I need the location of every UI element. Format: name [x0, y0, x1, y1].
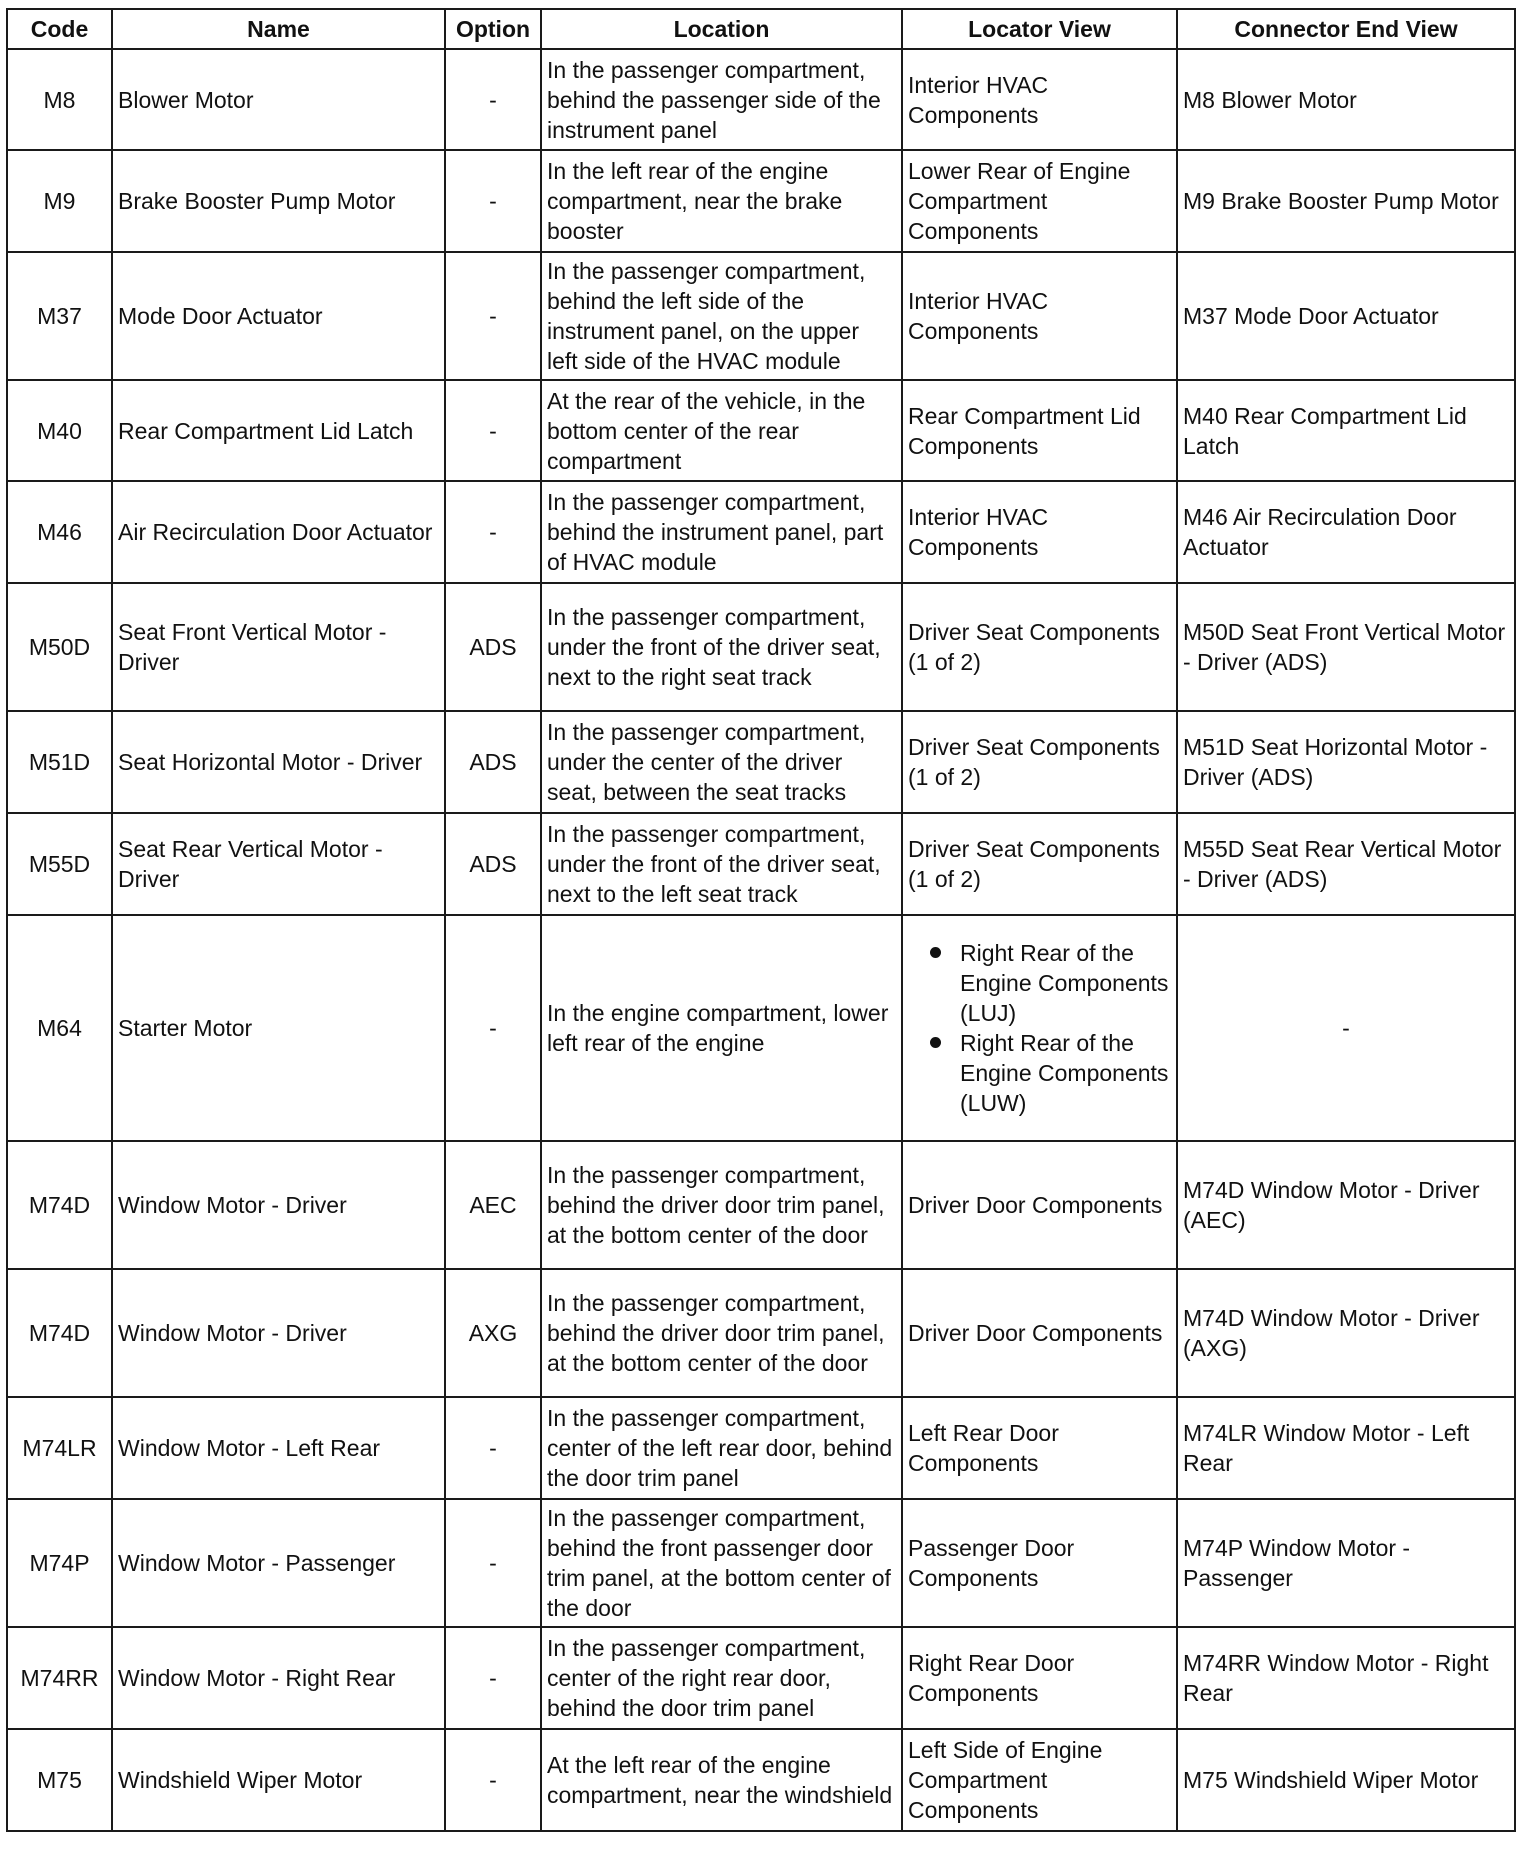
- table-row: [7, 711, 1515, 813]
- connector-end-view-cell: M46 Air Recirculation Door Actuator: [1177, 481, 1515, 583]
- code-cell: M37: [7, 252, 112, 380]
- code-cell: M51D: [7, 711, 112, 813]
- option-cell: ADS: [445, 813, 541, 915]
- name-cell: Window Motor - Left Rear: [112, 1397, 445, 1499]
- locator-view-cell: Interior HVAC Components: [902, 49, 1177, 150]
- locator-view-cell: Right Rear Door Components: [902, 1627, 1177, 1729]
- location-cell: In the passenger compartment, behind the front passenger door trim panel, at the bottom center of the door: [541, 1499, 902, 1627]
- table-row: [7, 915, 1515, 1141]
- option-cell: -: [445, 915, 541, 1141]
- name-cell: Window Motor - Driver: [112, 1269, 445, 1397]
- table-row: [7, 813, 1515, 915]
- locator-view-cell: Driver Door Components: [902, 1269, 1177, 1397]
- location-cell: In the passenger compartment, center of the left rear door, behind the door trim panel: [541, 1397, 902, 1499]
- code-cell: M8: [7, 49, 112, 150]
- name-cell: Brake Booster Pump Motor: [112, 150, 445, 252]
- name-cell: Window Motor - Passenger: [112, 1499, 445, 1627]
- header-row: [7, 9, 1515, 49]
- header-option: Option: [445, 9, 541, 49]
- table-row: [7, 49, 1515, 150]
- location-cell: In the passenger compartment, under the front of the driver seat, next to the right seat track: [541, 583, 902, 711]
- location-cell: In the passenger compartment, behind the passenger side of the instrument panel: [541, 49, 902, 150]
- locator-view-cell: Driver Seat Components (1 of 2): [902, 813, 1177, 915]
- connector-end-view-cell: M75 Windshield Wiper Motor: [1177, 1729, 1515, 1831]
- code-cell: M74P: [7, 1499, 112, 1627]
- option-cell: AXG: [445, 1269, 541, 1397]
- location-cell: At the left rear of the engine compartment, near the windshield: [541, 1729, 902, 1831]
- code-cell: M40: [7, 380, 112, 481]
- location-cell: In the engine compartment, lower left rear of the engine: [541, 915, 902, 1141]
- option-cell: -: [445, 1627, 541, 1729]
- code-cell: M50D: [7, 583, 112, 711]
- location-cell: In the passenger compartment, behind the left side of the instrument panel, on the upper left side of the HVAC module: [541, 252, 902, 380]
- name-cell: Starter Motor: [112, 915, 445, 1141]
- header-code: Code: [7, 9, 112, 49]
- connector-end-view-cell: M74P Window Motor - Passenger: [1177, 1499, 1515, 1627]
- locator-view-cell: Rear Compartment Lid Components: [902, 380, 1177, 481]
- header-locator-view: Locator View: [902, 9, 1177, 49]
- location-cell: In the passenger compartment, behind the instrument panel, part of HVAC module: [541, 481, 902, 583]
- connector-end-view-cell: M74D Window Motor - Driver (AXG): [1177, 1269, 1515, 1397]
- table-row: [7, 1397, 1515, 1499]
- locator-view-cell: Lower Rear of Engine Compartment Components: [902, 150, 1177, 252]
- table-row: [7, 380, 1515, 481]
- table-row: [7, 1269, 1515, 1397]
- option-cell: -: [445, 481, 541, 583]
- table-row: [7, 150, 1515, 252]
- connector-end-view-cell: M9 Brake Booster Pump Motor: [1177, 150, 1515, 252]
- option-cell: AEC: [445, 1141, 541, 1269]
- option-cell: -: [445, 252, 541, 380]
- component-locator-table: [6, 8, 1516, 1832]
- locator-view-cell: Driver Seat Components (1 of 2): [902, 583, 1177, 711]
- name-cell: Rear Compartment Lid Latch: [112, 380, 445, 481]
- connector-end-view-cell: M8 Blower Motor: [1177, 49, 1515, 150]
- location-cell: In the passenger compartment, under the center of the driver seat, between the seat tracks: [541, 711, 902, 813]
- table-row: [7, 1499, 1515, 1627]
- connector-end-view-cell: -: [1177, 915, 1515, 1141]
- code-cell: M75: [7, 1729, 112, 1831]
- option-cell: -: [445, 1499, 541, 1627]
- table-row: [7, 252, 1515, 380]
- header-connector-end-view: Connector End View: [1177, 9, 1515, 49]
- locator-view-cell: [902, 915, 1177, 1141]
- option-cell: -: [445, 380, 541, 481]
- locator-view-cell: Interior HVAC Components: [902, 481, 1177, 583]
- location-cell: In the passenger compartment, center of the right rear door, behind the door trim panel: [541, 1627, 902, 1729]
- code-cell: M74LR: [7, 1397, 112, 1499]
- table-body: [7, 49, 1515, 1831]
- option-cell: -: [445, 150, 541, 252]
- table-row: [7, 583, 1515, 711]
- connector-end-view-cell: M74LR Window Motor - Left Rear: [1177, 1397, 1515, 1499]
- locator-view-cell: Driver Seat Components (1 of 2): [902, 711, 1177, 813]
- location-cell: In the left rear of the engine compartment, near the brake booster: [541, 150, 902, 252]
- table-row: [7, 1627, 1515, 1729]
- code-cell: M64: [7, 915, 112, 1141]
- name-cell: Seat Horizontal Motor - Driver: [112, 711, 445, 813]
- name-cell: Windshield Wiper Motor: [112, 1729, 445, 1831]
- name-cell: Seat Front Vertical Motor - Driver: [112, 583, 445, 711]
- location-cell: In the passenger compartment, behind the driver door trim panel, at the bottom center of the door: [541, 1269, 902, 1397]
- connector-end-view-cell: M40 Rear Compartment Lid Latch: [1177, 380, 1515, 481]
- name-cell: Air Recirculation Door Actuator: [112, 481, 445, 583]
- location-cell: In the passenger compartment, behind the driver door trim panel, at the bottom center of the door: [541, 1141, 902, 1269]
- locator-view-cell: Passenger Door Components: [902, 1499, 1177, 1627]
- code-cell: M74RR: [7, 1627, 112, 1729]
- name-cell: Window Motor - Driver: [112, 1141, 445, 1269]
- table-row: [7, 481, 1515, 583]
- option-cell: -: [445, 1397, 541, 1499]
- code-cell: M46: [7, 481, 112, 583]
- table-row: [7, 1141, 1515, 1269]
- code-cell: M9: [7, 150, 112, 252]
- location-cell: At the rear of the vehicle, in the bottom center of the rear compartment: [541, 380, 902, 481]
- connector-end-view-cell: M74RR Window Motor - Right Rear: [1177, 1627, 1515, 1729]
- connector-end-view-cell: M37 Mode Door Actuator: [1177, 252, 1515, 380]
- locator-view-list: [908, 938, 1171, 1118]
- code-cell: M74D: [7, 1269, 112, 1397]
- code-cell: M74D: [7, 1141, 112, 1269]
- option-cell: -: [445, 1729, 541, 1831]
- name-cell: Mode Door Actuator: [112, 252, 445, 380]
- locator-view-cell: Left Rear Door Components: [902, 1397, 1177, 1499]
- connector-end-view-cell: M74D Window Motor - Driver (AEC): [1177, 1141, 1515, 1269]
- location-cell: In the passenger compartment, under the front of the driver seat, next to the left seat track: [541, 813, 902, 915]
- table-row: [7, 1729, 1515, 1831]
- connector-end-view-cell: M50D Seat Front Vertical Motor - Driver (ADS): [1177, 583, 1515, 711]
- connector-end-view-cell: M51D Seat Horizontal Motor - Driver (ADS): [1177, 711, 1515, 813]
- code-cell: M55D: [7, 813, 112, 915]
- option-cell: ADS: [445, 711, 541, 813]
- name-cell: Window Motor - Right Rear: [112, 1627, 445, 1729]
- option-cell: ADS: [445, 583, 541, 711]
- header-name: Name: [112, 9, 445, 49]
- locator-view-item: Right Rear of the Engine Components (LUJ): [960, 938, 1171, 1028]
- locator-view-cell: Left Side of Engine Compartment Components: [902, 1729, 1177, 1831]
- connector-end-view-cell: M55D Seat Rear Vertical Motor - Driver (ADS): [1177, 813, 1515, 915]
- name-cell: Seat Rear Vertical Motor - Driver: [112, 813, 445, 915]
- component-table-container: [6, 8, 1516, 1832]
- option-cell: -: [445, 49, 541, 150]
- name-cell: Blower Motor: [112, 49, 445, 150]
- locator-view-cell: Driver Door Components: [902, 1141, 1177, 1269]
- header-location: Location: [541, 9, 902, 49]
- locator-view-item: Right Rear of the Engine Components (LUW): [960, 1028, 1171, 1118]
- locator-view-cell: Interior HVAC Components: [902, 252, 1177, 380]
